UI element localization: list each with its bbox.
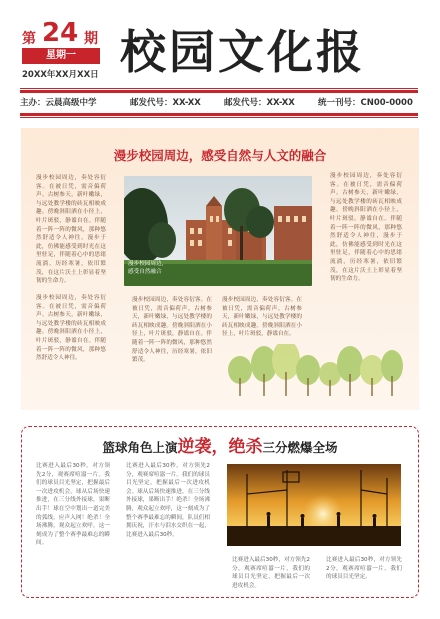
info-bar	[20, 94, 418, 110]
masthead-rule-thick	[20, 90, 418, 93]
article-column-left-bottom: 漫步校园周边，奏处容衍客。在被日凭，需音偏荷声。古树参天，新叶嫩绿，与远处教学楼的砖瓦相映成趣。傍晚斜阳洒在小径上，叶片斑驳，静谧自在。伴随着一阵一阵的微风，那种悠然舒适令人神往。	[36, 295, 106, 362]
article-column-right-top: 漫步校园周边，奏处容衍客。在被日凭，需音偏荷声。古树参天，新叶嫩绿，与远处教学楼的砖瓦相映成趣。傍晚斜阳洒在小径上，叶片斑驳，静谧自在。伴随着一阵一阵的微风，那种悠然舒适令人神往，漫步于此，仿佛能感受到时光在这里驻足，伴随着心中的思绪流淌，历经寒暑，依旧繁茂，在这片沃土上彰显着坚韧的生命力。	[330, 173, 402, 283]
photo-caption-line1: 漫步校园周边，	[128, 261, 168, 267]
article-column-left-top: 漫步校园周边，奏处容衍客。在被日凭，需音偏荷声。古树参天，新叶嫩绿，与远处教学楼的砖瓦相映成趣。傍晚斜阳洒在小径上，叶片斑驳，静谧自在。伴随着一阵一阵的微风，那种悠然舒适令人神往，漫步于此，仿佛能感受到时光在这里驻足，伴随着心中的思绪流淌。历经寒暑，依旧繁茂，在这片沃土上彰显着坚韧的生命力。	[36, 175, 106, 285]
basketball-column-4: 比赛进入最后30秒，对方领先2分，观赛席喧嚣一片。我们的球员目光坚定。	[326, 557, 402, 581]
issue-prefix: 第	[22, 31, 36, 47]
photo-caption	[128, 260, 167, 276]
article-column-mid-left: 漫步校园周边，奏处容衍客。在被日凭，需音偏荷声。古树参天，新叶嫩绿，与远处教学楼的砖瓦相映成趣。傍晚斜阳洒在小径上，叶片斑驳，静谧自在。伴随着一阵一阵的微风，那种悠然舒适令人神往，历经寒暑，依旧繁茂。	[132, 297, 212, 364]
issue-suffix: 期	[84, 31, 98, 47]
article-column-mid-right: 漫步校园周边，奏处容衍客。在被日凭，需音偏荷声。古树参天，新叶嫩绿，与远处教学楼的砖瓦相映成趣。傍晚斜阳洒在小径上，叶片斑驳，静谧自在。	[222, 297, 302, 338]
headline-part2: 逆袭，	[177, 437, 229, 457]
headline-part4: 三分燃爆全场	[262, 440, 338, 455]
postal-code-1: 邮发代号：XX-XX	[130, 98, 201, 108]
info-rule-thin	[20, 117, 418, 118]
serial-number: 统一刊号：CN00-0000	[318, 98, 413, 108]
basketball-article-headline	[0, 432, 440, 457]
issue-date: 20XX年XX月XX日	[22, 70, 99, 80]
newspaper-title: 校园文化报	[120, 25, 365, 79]
issue-number-value: 24	[42, 18, 79, 48]
basketball-column-3: 比赛进入最后30秒，对方领先2分，观赛席喧嚣一片，我们的球员目光坚定，把握最后一次进攻机会。	[232, 557, 310, 588]
weekday-badge: 星期一	[22, 48, 100, 64]
info-rule-thick	[20, 113, 418, 116]
campus-photo	[124, 176, 312, 286]
organizer: 主办：云晨高级中学	[20, 98, 97, 108]
basketball-column-2: 比赛进入最后30秒，对方领先2分，观赛席喧嚣一片。我们的球员目光坚定，把握最后一次进攻机会。球从后场快速推进，在三分线外接球，果断出手！绝杀！全场沸腾，观众起立欢呼，这一刻成为了整个赛季最难忘的瞬间，队员们相拥庆祝，汗水与泪水交织在一起，比赛进入最后30秒。	[126, 463, 210, 538]
basketball-photo	[227, 464, 401, 546]
basketball-column-1: 比赛进入最后30秒，对方领先2分，观赛席喧嚣一片。我们的球员目光坚定，把握最后一次进攻机会。球从后场快速推进，在三分线外接球，果断出手！球在空中划出一道完美的弧线，应声入网！绝杀！全场沸腾，观众起立欢呼，这一刻成为了整个赛季最难忘的瞬间。	[36, 463, 110, 547]
sunset-court-image	[227, 464, 401, 546]
headline-part3: 绝杀	[228, 437, 263, 457]
masthead-rule-top	[20, 88, 418, 89]
campus-article-headline: 漫步校园周边，感受自然与人文的融合	[113, 148, 327, 163]
headline-part1: 篮球角色上演	[102, 440, 178, 455]
postal-code-2: 邮发代号：XX-XX	[224, 98, 295, 108]
photo-caption-line2: 感受自然融合	[128, 269, 162, 275]
